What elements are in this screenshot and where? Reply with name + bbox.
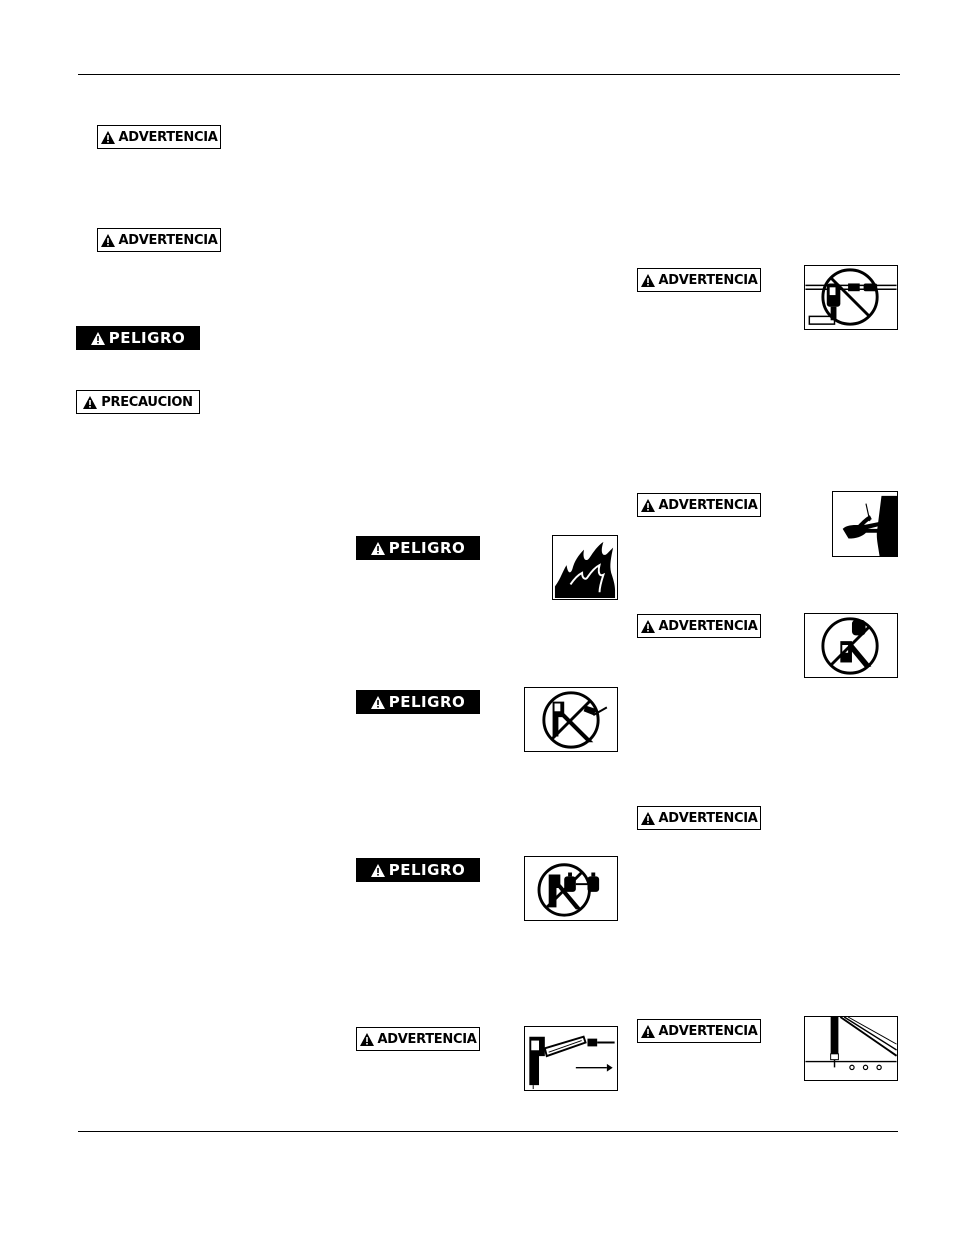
warning-triangle-icon <box>641 274 655 287</box>
bottom-rule <box>78 1131 898 1132</box>
caution-badge <box>76 390 200 414</box>
danger-label: PELIGRO <box>108 329 186 347</box>
no-carrying-by-hose-illustration <box>804 265 898 330</box>
warning-triangle-icon <box>371 864 385 877</box>
no-symbol-icon <box>805 614 897 677</box>
warning-triangle-icon <box>83 396 97 409</box>
danger-badge <box>356 858 480 882</box>
warning-badge <box>356 1027 480 1051</box>
caution-label: PRECAUCION <box>101 394 193 410</box>
warning-label: ADVERTENCIA <box>658 272 758 288</box>
danger-label: PELIGRO <box>388 861 466 879</box>
danger-label: PELIGRO <box>388 693 466 711</box>
warning-badge <box>637 614 761 638</box>
warning-label: ADVERTENCIA <box>118 129 218 145</box>
warning-triangle-icon <box>360 1033 374 1046</box>
warning-label: ADVERTENCIA <box>377 1031 477 1047</box>
warning-triangle-icon <box>101 131 115 144</box>
warning-triangle-icon <box>371 696 385 709</box>
warning-label: ADVERTENCIA <box>658 1023 758 1039</box>
fire-hazard-illustration <box>552 535 618 600</box>
fire-icon <box>553 536 617 599</box>
warning-label: ADVERTENCIA <box>658 810 758 826</box>
no-use-near-flammables-illustration <box>524 687 618 752</box>
nail-gun-icon <box>805 1017 897 1080</box>
warning-badge <box>97 228 221 252</box>
no-jumping-tool-illustration <box>804 613 898 678</box>
warning-label: ADVERTENCIA <box>118 232 218 248</box>
warning-badge <box>637 493 761 517</box>
warning-triangle-icon <box>641 812 655 825</box>
top-rule <box>78 74 900 75</box>
warning-triangle-icon <box>371 542 385 555</box>
air-disconnect-icon <box>525 1027 617 1090</box>
danger-label: PELIGRO <box>388 539 466 557</box>
warning-badge <box>97 125 221 149</box>
warning-triangle-icon <box>91 332 105 345</box>
warning-badge <box>637 806 761 830</box>
warning-triangle-icon <box>641 499 655 512</box>
no-symbol-icon <box>525 857 617 920</box>
danger-badge <box>76 326 200 350</box>
hand-injury-illustration <box>832 491 898 557</box>
warning-label: ADVERTENCIA <box>658 618 758 634</box>
danger-badge <box>356 536 480 560</box>
warning-triangle-icon <box>641 620 655 633</box>
warning-label: ADVERTENCIA <box>658 497 758 513</box>
no-symbol-icon <box>525 688 617 751</box>
warning-badge <box>637 268 761 292</box>
nailing-surface-illustration <box>804 1016 898 1081</box>
disconnect-air-illustration <box>524 1026 618 1091</box>
no-symbol-icon <box>805 266 897 329</box>
no-bottled-gas-illustration <box>524 856 618 921</box>
danger-badge <box>356 690 480 714</box>
hand-icon <box>833 492 897 556</box>
warning-badge <box>637 1019 761 1043</box>
warning-triangle-icon <box>101 234 115 247</box>
warning-triangle-icon <box>641 1025 655 1038</box>
